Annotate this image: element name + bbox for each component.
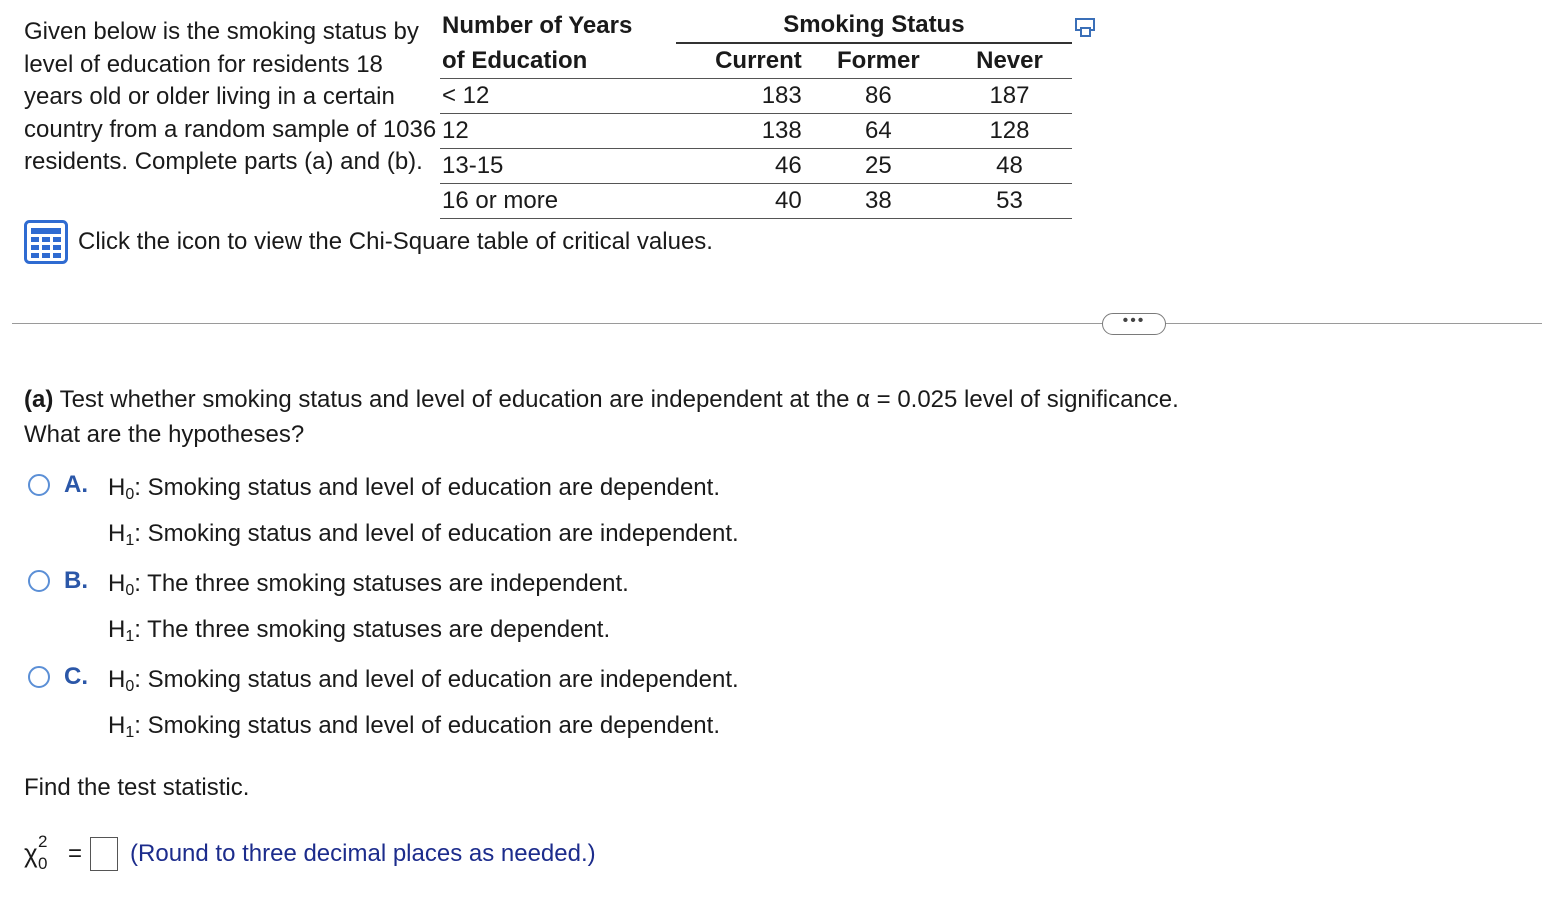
equals-sign: = xyxy=(68,840,83,867)
more-options-button[interactable]: ••• xyxy=(1102,313,1166,335)
table-cell: 128 xyxy=(947,114,1072,149)
option-c-h1: $H_1$: Smoking status and level of education are dependent. xyxy=(108,712,720,741)
row-label: 16 or more xyxy=(440,184,676,219)
option-letter[interactable]: B. xyxy=(64,567,88,594)
question-a-text: Test whether smoking status and level of education are independent at the α = 0.025 level of significance. xyxy=(53,386,1179,413)
table-cell: 38 xyxy=(810,184,947,219)
chi-square-symbol: χ 2 0 xyxy=(24,832,48,873)
table-grid-icon[interactable] xyxy=(24,220,68,264)
problem-intro: Given below is the smoking status by level of education for residents 18 years old or older living in a certain country from a random sample of 1036 residents. Complete parts (a) and (b). xyxy=(24,18,437,175)
table-row xyxy=(440,114,1072,149)
column-header: Never xyxy=(947,43,1072,79)
row-header-line2: of Education xyxy=(442,46,588,74)
question-a-line2: What are the hypotheses? xyxy=(24,421,305,448)
row-label: 13-15 xyxy=(440,149,676,184)
option-c[interactable] xyxy=(28,660,739,752)
chi-square-table-link[interactable] xyxy=(24,220,713,264)
table-cell: 46 xyxy=(676,149,810,184)
table-cell: 138 xyxy=(676,114,810,149)
section-divider xyxy=(12,323,1542,324)
test-statistic-row xyxy=(24,834,596,874)
table-cell: 64 xyxy=(810,114,947,149)
row-label: 12 xyxy=(440,114,676,149)
option-b-h1: $H_1$: The three smoking statuses are dependent. xyxy=(108,616,611,645)
option-a-h0: $H_0$: Smoking status and level of education are dependent. xyxy=(108,474,720,503)
table-row xyxy=(440,79,1072,114)
question-a xyxy=(24,382,1179,452)
chi-table-link-text[interactable]: Click the icon to view the Chi-Square table of critical values. xyxy=(78,228,713,255)
smoking-status-table xyxy=(440,8,1072,219)
radio-option-c[interactable] xyxy=(28,666,50,688)
row-label: < 12 xyxy=(440,79,676,114)
option-c-h0: $H_0$: Smoking status and level of education are independent. xyxy=(108,666,739,695)
radio-option-b[interactable] xyxy=(28,570,50,592)
row-header-line1: Number of Years xyxy=(442,11,633,39)
column-header: Former xyxy=(810,43,947,79)
copy-icon[interactable] xyxy=(1072,16,1098,40)
test-statistic-input[interactable] xyxy=(90,837,118,871)
option-a[interactable] xyxy=(28,468,739,560)
table-cell: 53 xyxy=(947,184,1072,219)
radio-option-a[interactable] xyxy=(28,474,50,496)
group-header: Smoking Status xyxy=(783,11,965,38)
table-cell: 187 xyxy=(947,79,1072,114)
find-test-statistic-prompt: Find the test statistic. xyxy=(24,774,250,801)
table-cell: 25 xyxy=(810,149,947,184)
table-cell: 183 xyxy=(676,79,810,114)
table-cell: 40 xyxy=(676,184,810,219)
table-row xyxy=(440,184,1072,219)
table-cell: 86 xyxy=(810,79,947,114)
option-letter[interactable]: A. xyxy=(64,471,88,498)
option-b-h0: $H_0$: The three smoking statuses are independent. xyxy=(108,570,629,599)
option-letter[interactable]: C. xyxy=(64,663,88,690)
column-header: Current xyxy=(676,43,810,79)
table-cell: 48 xyxy=(947,149,1072,184)
round-hint: (Round to three decimal places as needed.) xyxy=(130,840,596,867)
option-a-h1: $H_1$: Smoking status and level of education are independent. xyxy=(108,520,739,549)
question-a-label: (a) xyxy=(24,386,54,413)
option-b[interactable] xyxy=(28,564,629,656)
table-row xyxy=(440,149,1072,184)
